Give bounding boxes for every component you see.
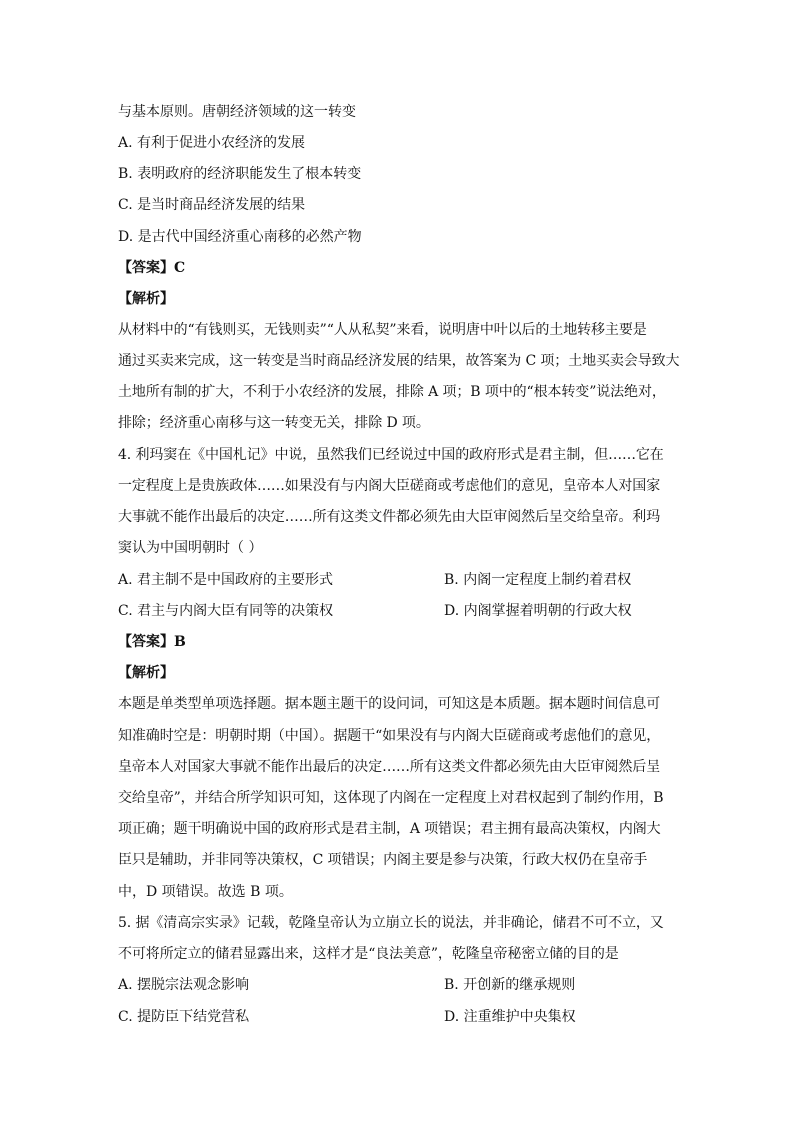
q4-analysis-line: 臣只是辅助，并非同等决策权，C 项错误；内阁主要是参与决策，行政大权仍在皇帝手: [118, 852, 648, 868]
q4-option-d: D. 内阁掌握着明朝的行政大权: [444, 603, 632, 619]
q3-stem-end: 与基本原则。唐朝经济领域的这一转变: [118, 104, 356, 120]
q3-option-c: C. 是当时商品经济发展的结果: [118, 197, 306, 213]
q5-option-d: D. 注重维护中央集权: [444, 1009, 576, 1025]
q4-option-c: C. 君主与内阁大臣有同等的决策权: [118, 603, 334, 619]
q4-stem-line: 大事就不能作出最后的决定……所有这类文件都必须先由大臣审阅然后呈交给皇帝。利玛: [118, 509, 661, 525]
q4-analysis-line: 交给皇帝”，并结合所学知识可知，这体现了内阁在一定程度上对君权起到了制约作用，B: [118, 790, 664, 806]
q3-option-a: A. 有利于促进小农经济的发展: [118, 135, 306, 151]
q5-option-a: A. 摆脱宗法观念影响: [118, 977, 250, 993]
q4-answer: 【答案】B: [118, 634, 186, 650]
q4-stem-line: 一定程度上是贵族政体……如果没有与内阁大臣磋商或考虑他们的意见，皇帝本人对国家: [118, 478, 661, 494]
q4-analysis-line: 项正确；题干明确说中国的政府形式是君主制，A 项错误；君主拥有最高决策权，内阁大: [118, 821, 661, 837]
q4-stem-line: 窦认为中国明朝时（ ）: [118, 540, 263, 556]
q4-analysis-line: 中，D 项错误。故选 B 项。: [118, 884, 293, 900]
q3-analysis-heading: 【解析】: [118, 291, 174, 307]
q5-stem-line: 不可将所定立的储君显露出来，这样才是“良法美意”，乾隆皇帝秘密立储的目的是: [118, 946, 619, 962]
q4-stem-line: 4. 利玛窦在《中国札记》中说，虽然我们已经说过中国的政府形式是君主制，但……它在: [118, 447, 664, 463]
q3-option-b: B. 表明政府的经济职能发生了根本转变: [118, 166, 362, 182]
q4-analysis-line: 本题是单类型单项选择题。据本题主题干的设问词，可知这是本质题。据本题时间信息可: [118, 696, 661, 712]
q5-option-b: B. 开创新的继承规则: [444, 977, 576, 993]
q4-option-a: A. 君主制不是中国政府的主要形式: [118, 572, 334, 588]
q4-analysis-line: 知准确时空是：明朝时期（中国）。据题干“如果没有与内阁大臣磋商或考虑他们的意见，: [118, 728, 661, 744]
q4-analysis-line: 皇帝本人对国家大事就不能作出最后的决定……所有这类文件都必须先由大臣审阅然后呈: [118, 759, 661, 775]
q3-option-d: D. 是古代中国经济重心南移的必然产物: [118, 229, 362, 245]
q5-stem-line: 5. 据《清高宗实录》记载，乾隆皇帝认为立崩立长的说法，并非确论，储君不可不立，又: [118, 915, 664, 931]
q4-option-b: B. 内阁一定程度上制约着君权: [444, 572, 632, 588]
q3-analysis-line: 从材料中的“有钱则买，无钱则卖”“人从私契”来看，说明唐中叶以后的土地转移主要是: [118, 322, 647, 338]
q4-analysis-heading: 【解析】: [118, 665, 174, 681]
q3-answer: 【答案】C: [118, 260, 186, 276]
q5-option-c: C. 提防臣下结党营私: [118, 1009, 250, 1025]
q3-analysis-line: 通过买卖来完成，这一转变是当时商品经济发展的结果，故答案为 C 项；土地买卖会导致大: [118, 353, 680, 369]
q3-analysis-line: 土地所有制的扩大，不利于小农经济的发展，排除 A 项；B 项中的“根本转变”说法绝对，: [118, 384, 666, 400]
q3-analysis-line: 排除；经济重心南移与这一转变无关，排除 D 项。: [118, 415, 430, 431]
